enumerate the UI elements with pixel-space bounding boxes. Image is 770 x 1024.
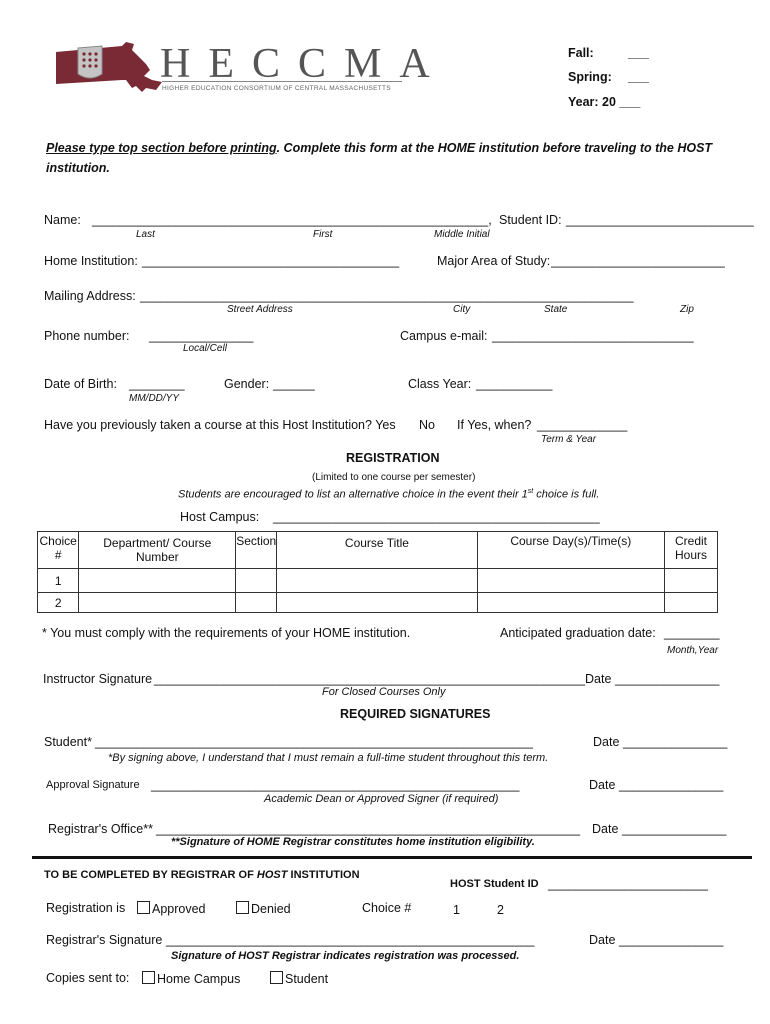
course-title-cell[interactable] <box>277 593 477 613</box>
col-section: Section <box>236 532 277 569</box>
closed-courses-caption: For Closed Courses Only <box>322 686 446 698</box>
host-title-emphasis: HOST <box>256 869 288 881</box>
major-label: Major Area of Study: <box>437 254 551 268</box>
student-checkbox[interactable] <box>270 971 328 986</box>
registrar-signature-label: Registrar's Signature <box>46 933 163 947</box>
choice-option-2[interactable]: 2 <box>497 903 504 917</box>
phone-label: Phone number: <box>44 329 130 343</box>
registrar-office-label: Registrar's Office** <box>48 822 153 836</box>
col-choice: Choice # <box>38 532 79 569</box>
host-id-field[interactable]: _______________________ <box>548 877 708 891</box>
term-spring-label: Spring: <box>568 70 612 84</box>
logo <box>52 40 448 102</box>
home-institution-field[interactable]: _____________________________________ <box>142 254 400 268</box>
host-id-label: HOST Student ID <box>450 878 539 890</box>
signatures-title: REQUIRED SIGNATURES <box>340 707 491 721</box>
section-divider <box>32 856 752 859</box>
student-signature-field[interactable]: _______________________________________________________________ <box>95 735 533 749</box>
host-date-label: Date <box>589 933 616 947</box>
host-campus-label: Host Campus: <box>180 510 260 524</box>
approved-label: Approved <box>152 902 206 916</box>
state-caption: State <box>544 304 568 315</box>
term-year[interactable]: Year: 20 ___ <box>568 95 641 109</box>
gender-field[interactable]: ______ <box>273 377 315 391</box>
host-title-text: TO BE COMPLETED BY REGISTRAR OF <box>44 869 257 881</box>
section-cell[interactable] <box>236 593 277 613</box>
mailing-label: Mailing Address: <box>44 289 136 303</box>
zip-caption: Zip <box>680 304 694 315</box>
approved-checkbox[interactable] <box>137 901 206 916</box>
name-label: Name: <box>44 213 81 227</box>
checkbox-icon <box>142 971 155 984</box>
course-title-cell[interactable] <box>277 569 477 593</box>
approval-note: Academic Dean or Approved Signer (if required) <box>264 793 499 805</box>
student-copy-label: Student <box>285 972 329 986</box>
denied-label: Denied <box>251 902 291 916</box>
logo-tagline: HIGHER EDUCATION CONSORTIUM OF CENTRAL MASSACHUSETTS <box>162 85 391 92</box>
department-cell[interactable] <box>79 569 236 593</box>
city-caption: City <box>453 304 471 315</box>
major-field[interactable]: _________________________ <box>551 254 725 268</box>
checkbox-icon <box>236 901 249 914</box>
choice-option-1[interactable]: 1 <box>453 903 460 917</box>
graduation-label: Anticipated graduation date: <box>500 626 656 640</box>
approval-date-label: Date <box>589 778 616 792</box>
email-field[interactable]: _____________________________ <box>492 329 694 343</box>
registration-is-label: Registration is <box>46 901 126 915</box>
previous-no[interactable]: No <box>419 418 435 432</box>
host-section-title <box>44 869 360 881</box>
col-day-time: Course Day(s)/Time(s) <box>477 532 664 569</box>
intro-rest: . Complete this form at the HOME institution before traveling to the HOST <box>276 141 713 155</box>
section-cell[interactable] <box>236 569 277 593</box>
col-course-title: Course Title <box>277 532 477 569</box>
previous-when-field[interactable]: _____________ <box>537 418 628 432</box>
previous-question: Have you previously taken a course at this Host Institution? Yes <box>44 418 396 432</box>
home-campus-checkbox[interactable] <box>142 971 240 986</box>
row-choice-number: 1 <box>38 569 79 593</box>
denied-checkbox[interactable] <box>236 901 291 916</box>
intro-text <box>46 141 712 155</box>
copies-label: Copies sent to: <box>46 971 130 985</box>
course-table <box>37 531 718 613</box>
alternative-note-sup: st <box>527 488 534 495</box>
registrar-note: **Signature of HOME Registrar constitutes home institution eligibility. <box>171 836 535 848</box>
student-date-label: Date <box>593 735 620 749</box>
host-date-field[interactable]: _______________ <box>619 933 724 947</box>
col-department: Department/ Course Number <box>79 532 236 569</box>
checkbox-icon <box>270 971 283 984</box>
alternative-note <box>178 488 599 501</box>
middle-caption: Middle Initial <box>434 229 490 240</box>
phone-field[interactable]: _______________ <box>149 329 254 343</box>
intro-underlined: Please type top section before printing <box>46 141 277 155</box>
term-fall-label: Fall: <box>568 46 594 60</box>
term-year-caption: Term & Year <box>541 434 597 445</box>
home-institution-label: Home Institution: <box>44 254 138 268</box>
instructor-date-field[interactable]: _______________ <box>615 672 720 686</box>
alternative-note-text: Students are encouraged to list an alternative choice in the event their 1 <box>178 488 528 501</box>
registration-limit: (Limited to one course per semester) <box>312 472 476 483</box>
home-requirement-note: * You must comply with the requirements of your HOME institution. <box>42 626 411 640</box>
month-year-caption: Month,Year <box>667 645 719 656</box>
instructor-label: Instructor Signature <box>43 672 153 686</box>
student-id-label: Student ID: <box>499 213 562 227</box>
term-spring-blank[interactable]: ___ <box>628 70 649 84</box>
instructor-date-label: Date <box>585 672 612 686</box>
student-date-field[interactable]: _______________ <box>623 735 728 749</box>
registration-title: REGISTRATION <box>346 451 440 465</box>
mailing-field[interactable]: _______________________________________________________________________ <box>140 289 634 303</box>
student-id-field[interactable]: ___________________________ <box>566 213 754 227</box>
gender-label: Gender: <box>224 377 270 391</box>
department-cell[interactable] <box>79 593 236 613</box>
registrar-date-field[interactable]: _______________ <box>622 822 727 836</box>
day-time-cell[interactable] <box>477 593 664 613</box>
registrar-office-field[interactable]: _____________________________________________________________ <box>156 822 581 836</box>
choice-label: Choice # <box>362 901 412 915</box>
host-campus-field[interactable]: _______________________________________________ <box>273 510 600 524</box>
approval-date-field[interactable]: _______________ <box>619 778 724 792</box>
approval-label: Approval Signature <box>46 779 140 791</box>
registrar-signature-note: Signature of HOST Registrar indicates registration was processed. <box>171 950 520 962</box>
previous-when-label: If Yes, when? <box>457 418 532 432</box>
last-caption: Last <box>136 229 155 240</box>
credit-hours-cell[interactable] <box>664 569 717 593</box>
table-row <box>38 593 718 613</box>
registrar-date-label: Date <box>592 822 619 836</box>
checkbox-icon <box>137 901 150 914</box>
graduation-field[interactable]: ________ <box>664 626 720 640</box>
credit-hours-cell[interactable] <box>664 593 717 613</box>
approval-field[interactable]: _____________________________________________________ <box>151 778 520 792</box>
dob-label: Date of Birth: <box>44 377 117 391</box>
row-choice-number: 2 <box>38 593 79 613</box>
class-year-label: Class Year: <box>408 377 472 391</box>
email-label: Campus e-mail: <box>400 329 488 343</box>
table-row <box>38 569 718 593</box>
student-signature-label: Student* <box>44 735 92 749</box>
class-year-field[interactable]: ___________ <box>476 377 553 391</box>
home-campus-label: Home Campus <box>157 972 241 986</box>
massachusetts-map-icon <box>52 40 164 102</box>
host-title-end: INSTITUTION <box>287 869 360 881</box>
street-caption: Street Address <box>227 304 293 315</box>
intro-line2: institution. <box>46 161 110 175</box>
student-note: *By signing above, I understand that I must remain a full-time student throughout this term. <box>108 752 549 764</box>
logo-text: HECCMA <box>160 41 448 87</box>
dob-field[interactable]: ________ <box>129 377 185 391</box>
local-cell-caption: Local/Cell <box>183 343 227 354</box>
name-field[interactable]: _________________________________________________________, <box>92 213 492 227</box>
registrar-signature-field[interactable]: _____________________________________________________ <box>166 933 535 947</box>
instructor-field[interactable]: ______________________________________________________________ <box>154 672 586 686</box>
term-fall-blank[interactable]: ___ <box>628 46 649 60</box>
col-credit-hours: Credit Hours <box>664 532 717 569</box>
alternative-note-end: choice is full. <box>533 488 600 501</box>
mmddyy-caption: MM/DD/YY <box>129 393 179 404</box>
course-table-header <box>38 532 718 569</box>
day-time-cell[interactable] <box>477 569 664 593</box>
first-caption: First <box>313 229 333 240</box>
